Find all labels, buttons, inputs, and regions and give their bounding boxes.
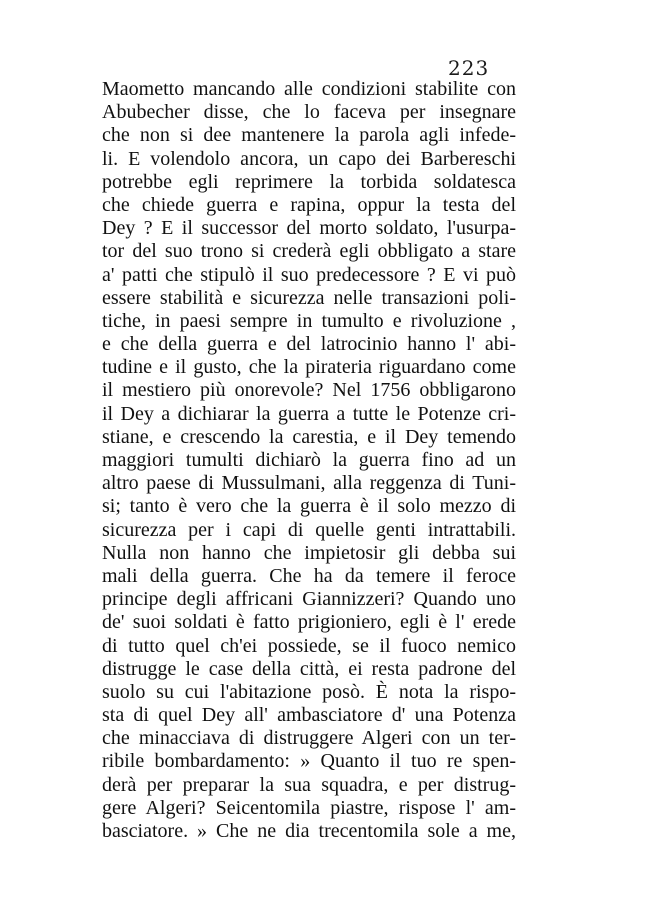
text-line-28: sta di quel Dey all' ambasciatore d' una Potenza bbox=[102, 704, 516, 727]
text-line-16: stiane, e crescendo la carestia, e il Dey temendo bbox=[102, 425, 516, 448]
text-line-19: si; tanto è vero che la guerra è il solo mezzo di bbox=[102, 495, 516, 518]
text-line-22: mali della guerra. Che ha da temere il feroce bbox=[102, 564, 516, 587]
text-line-12: e che della guerra e del latrocinio hanno l' abi- bbox=[102, 333, 516, 356]
text-line-24: de' suoi soldati è fatto prigioniero, egli è l' erede bbox=[102, 611, 516, 634]
text-line-14: il mestiero più onorevole? Nel 1756 obbligarono bbox=[102, 379, 516, 402]
text-line-26: distrugge le case della città, ei resta padrone del bbox=[102, 657, 516, 680]
text-line-27: suolo su cui l'abitazione posò. È nota la rispo- bbox=[102, 680, 516, 703]
text-line-23: principe degli affricani Giannizzeri? Quando uno bbox=[102, 588, 516, 611]
text-line-1: Maometto mancando alle condizioni stabilite con bbox=[102, 78, 516, 100]
text-line-5: potrebbe egli reprimere la torbida soldatesca bbox=[102, 170, 516, 193]
text-line-18: altro paese di Mussulmani, alla reggenza di Tuni- bbox=[102, 472, 516, 495]
text-line-9: a' patti che stipulò il suo predecessore ? E vi può bbox=[102, 263, 516, 286]
text-line-29: che minacciava di distruggere Algeri con un ter- bbox=[102, 727, 516, 750]
page-number: 223 bbox=[448, 56, 490, 80]
text-line-13: tudine e il gusto, che la pirateria riguardano come bbox=[102, 356, 516, 379]
text-line-17: maggiori tumulti dichiarò la guerra fino ad un bbox=[102, 449, 516, 471]
body-text bbox=[102, 78, 516, 843]
text-line-7: Dey ? E il successor del morto soldato, l'usurpa- bbox=[102, 217, 516, 240]
text-line-8: tor del suo trono si crederà egli obbligato a stare bbox=[102, 240, 516, 263]
text-line-33: basciatore. » Che ne dia trecentomila sole a me, bbox=[102, 820, 516, 842]
text-line-4: li. E volendolo ancora, un capo dei Barbereschi bbox=[102, 147, 516, 170]
text-line-20: sicurezza per i capi di quelle genti intrattabili. bbox=[102, 518, 516, 541]
text-line-15: il Dey a dichiarar la guerra a tutte le Potenze cri- bbox=[102, 402, 516, 425]
text-line-6: che chiede guerra e rapina, oppur la testa del bbox=[102, 193, 516, 216]
text-line-30: ribile bombardamento: » Quanto il tuo re spen- bbox=[102, 750, 516, 773]
text-line-21: Nulla non hanno che impietosir gli debba sui bbox=[102, 541, 516, 564]
text-line-10: essere stabilità e sicurezza nelle transazioni poli- bbox=[102, 286, 516, 309]
text-line-3: che non si dee mantenere la parola agli infede- bbox=[102, 124, 516, 147]
text-line-31: derà per preparar la sua squadra, e per distrug- bbox=[102, 773, 516, 796]
text-line-11: tiche, in paesi sempre in tumulto e rivoluzione , bbox=[102, 309, 516, 332]
text-line-32: gere Algeri? Seicentomila piastre, rispose l' am- bbox=[102, 796, 516, 819]
text-line-25: di tutto quel ch'ei possiede, se il fuoco nemico bbox=[102, 634, 516, 657]
text-line-2: Abubecher disse, che lo faceva per insegnare bbox=[102, 101, 516, 124]
